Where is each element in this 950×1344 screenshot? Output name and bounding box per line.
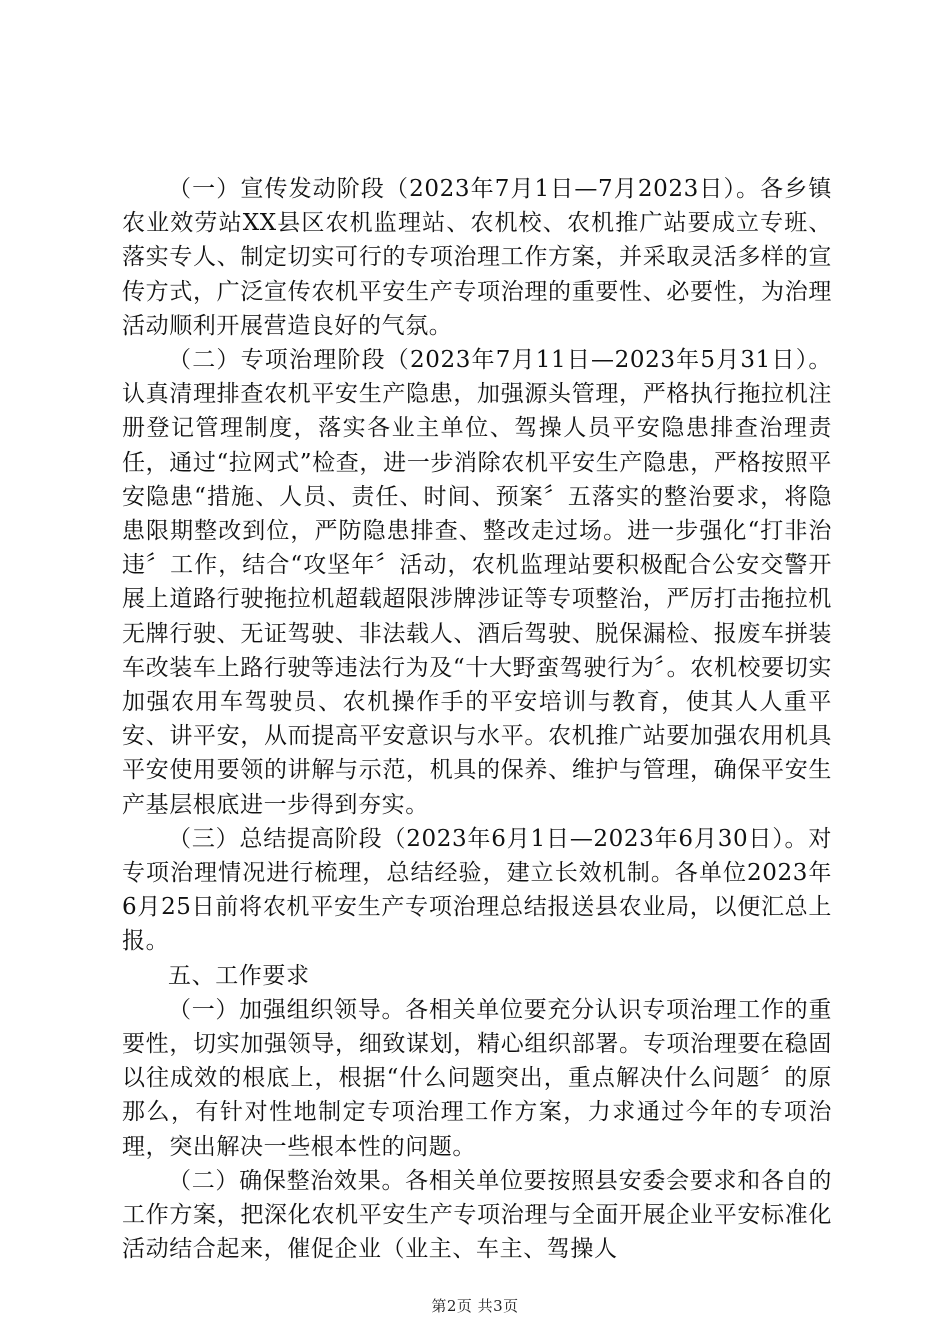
section-heading-work-requirements: 五、工作要求 xyxy=(168,962,310,989)
page-footer: 第2页 共3页 xyxy=(431,1297,519,1315)
document-body xyxy=(122,172,832,1267)
paragraph-publicity-phase: （一）宣传发动阶段（2023年7月1日—7月2023日）。各乡镇农业效劳站XX县区农机监理站、农机校、农机推广站要成立专班、落实专人、制定切实可行的专项治理工作方案，并采取灵活多样的宣传方式，广泛宣传农机平安生产专项治理的重要性、必要性，为治理活动顺利开展营造良好的气氛。 xyxy=(122,176,832,339)
paragraph-special-governance-phase: （二）专项治理阶段（2023年7月11日—2023年5月31日）。认真清理排查农机平安生产隐患，加强源头管理，严格执行拖拉机注册登记管理制度，落实各业主单位、驾操人员平安隐患排查治理责任，通过“拉网式”检查，进一步消除农机平安生产隐患，严格按照平安隐患“措施、人员、责任、时间、预案〞五落实的整治要求，将隐患限期整改到位，严防隐患排查、整改走过场。进一步强化“打非治违〞工作，结合“攻坚年〞活动，农机监理站要积极配合公安交警开展上道路行驶拖拉机超载超限涉牌涉证等专项整治，严厉打击拖拉机无牌行驶、无证驾驶、非法载人、酒后驾驶、脱保漏检、报废车拼装车改装车上路行驶等违法行为及“十大野蛮驾驶行为〞。农机校要切实加强农用车驾驶员、农机操作手的平安培训与教育，使其人人重平安、讲平安，从而提高平安意识与水平。农机推广站要加强农用机具平安使用要领的讲解与示范，机具的保养、维护与管理，确保平安生产基层根底进一步得到夯实。 xyxy=(122,347,832,818)
paragraph-strengthen-leadership: （一）加强组织领导。各相关单位要充分认识专项治理工作的重要性，切实加强领导，细致谋划，精心组织部署。专项治理要在稳固以往成效的根底上，根据“什么问题突出，重点解决什么问题〞的原那么，有针对性地制定专项治理工作方案，力求通过今年的专项治理，突出解决一些根本性的问题。 xyxy=(122,996,832,1160)
paragraph-summary-phase: （三）总结提高阶段（2023年6月1日—2023年6月30日）。对专项治理情况进行梳理，总结经验，建立长效机制。各单位2023年6月25日前将农机平安生产专项治理总结报送县农业局，以便汇总上报。 xyxy=(122,825,832,955)
paragraph-ensure-effect: （二）确保整治效果。各相关单位要按照县安委会要求和各自的工作方案，把深化农机平安生产专项治理与全面开展企业平安标准化活动结合起来，催促企业（业主、车主、驾操人 xyxy=(122,1167,832,1263)
